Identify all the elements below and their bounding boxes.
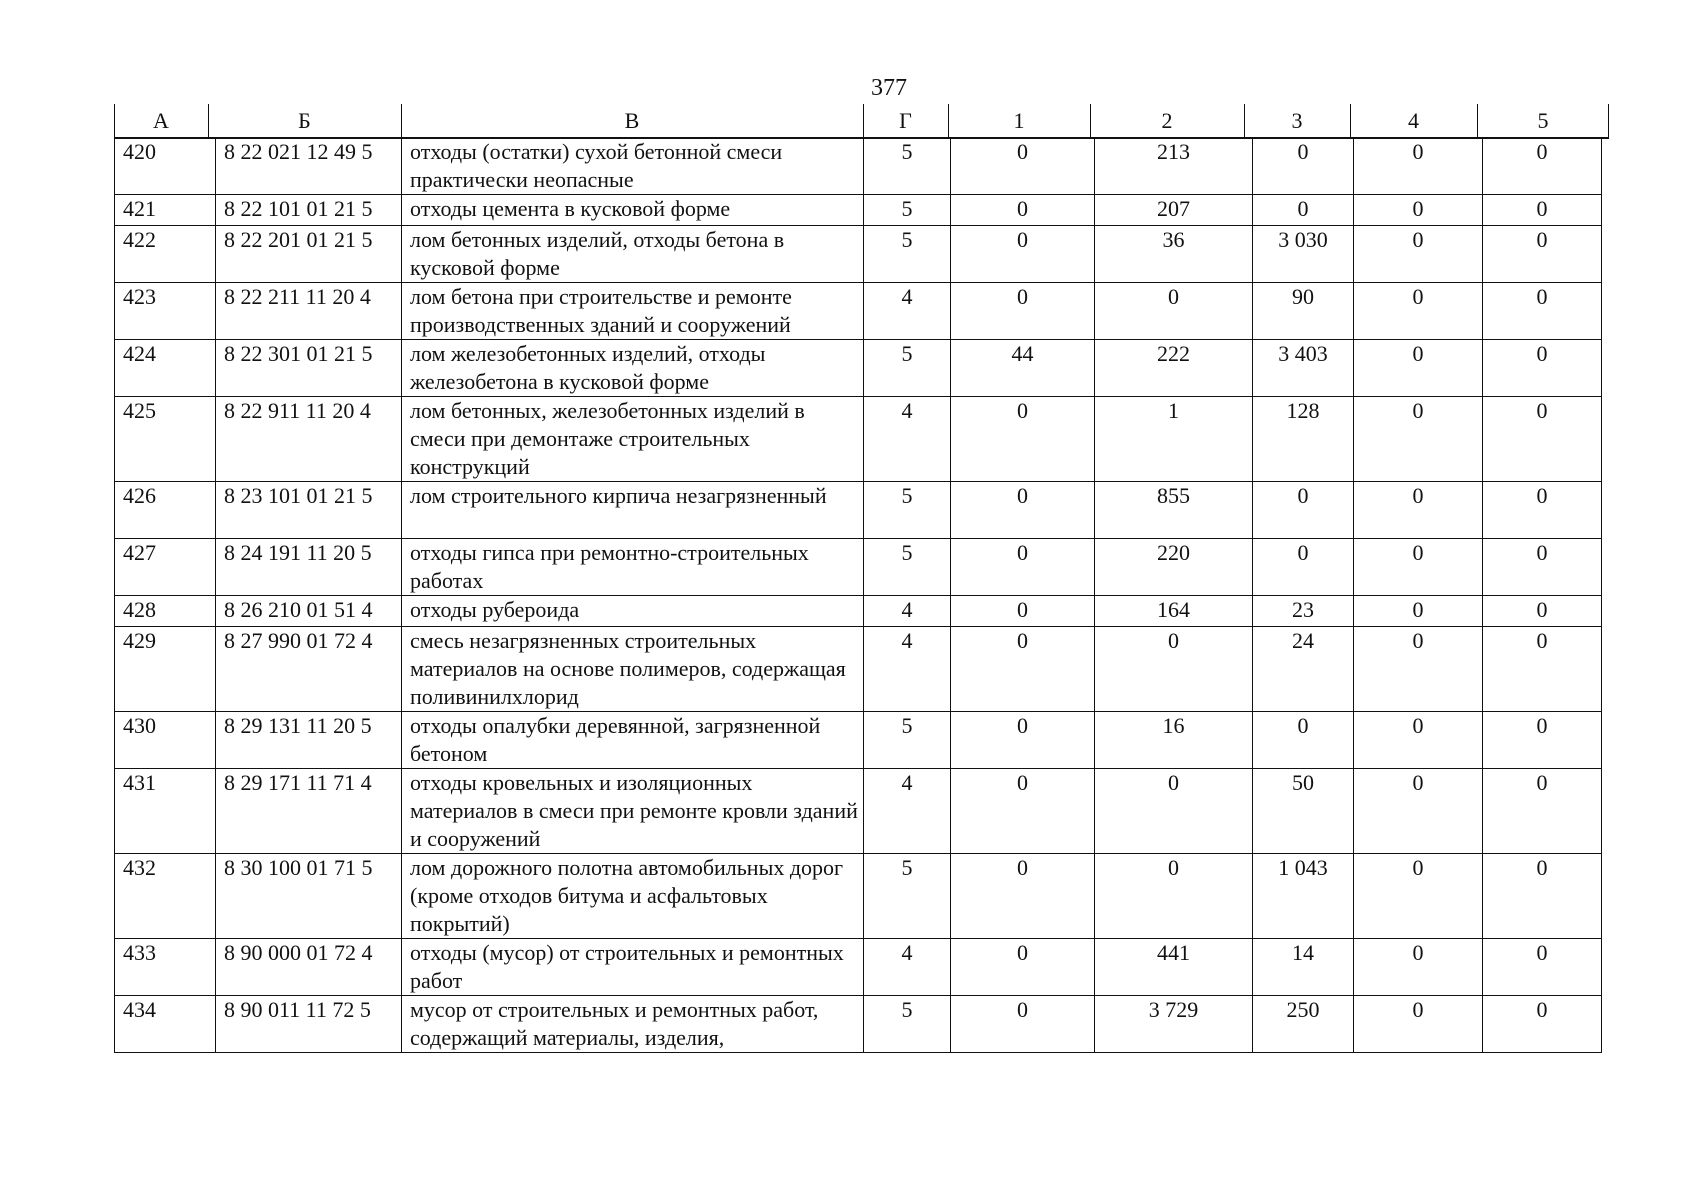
table-row [115,283,1602,340]
cell-name: отходы опалубки деревянной, загрязненной бетоном [402,712,864,769]
cell-value-4: 0 [1354,996,1483,1053]
cell-value-1: 0 [951,854,1095,939]
cell-value-3: 90 [1253,283,1354,340]
header-col-a: А [153,108,169,133]
cell-number: 424 [115,340,216,397]
cell-code: 8 29 131 11 20 5 [216,712,402,769]
cell-class: 5 [864,712,951,769]
cell-number: 422 [115,226,216,283]
cell-value-2: 222 [1095,340,1253,397]
cell-value-4: 0 [1354,195,1483,226]
cell-class: 5 [864,138,951,195]
header-col-b: Б [298,108,311,133]
table-row [115,854,1602,939]
cell-name: лом бетонных изделий, отходы бетона в кусковой форме [402,226,864,283]
cell-code: 8 22 101 01 21 5 [216,195,402,226]
cell-value-5: 0 [1483,712,1602,769]
cell-value-5: 0 [1483,539,1602,596]
header-col-2: 2 [1161,108,1173,133]
cell-class: 4 [864,627,951,712]
cell-code: 8 24 191 11 20 5 [216,539,402,596]
cell-value-5: 0 [1483,283,1602,340]
cell-name: отходы кровельных и изоляционных материалов в смеси при ремонте кровли зданий и сооружений [402,769,864,854]
cell-class: 5 [864,996,951,1053]
cell-class: 5 [864,854,951,939]
cell-value-2: 16 [1095,712,1253,769]
cell-number: 433 [115,939,216,996]
cell-name: отходы (мусор) от строительных и ремонтных работ [402,939,864,996]
cell-value-4: 0 [1354,397,1483,482]
table-row [115,939,1602,996]
cell-value-3: 0 [1253,539,1354,596]
cell-name: отходы рубероида [402,596,864,627]
cell-value-2: 441 [1095,939,1253,996]
cell-value-3: 50 [1253,769,1354,854]
table-row [115,596,1602,627]
cell-value-4: 0 [1354,939,1483,996]
cell-value-5: 0 [1483,482,1602,539]
cell-name: смесь незагрязненных строительных материалов на основе полимеров, содержащая поливинилхлорид [402,627,864,712]
cell-value-3: 3 403 [1253,340,1354,397]
cell-class: 4 [864,397,951,482]
header-col-1: 1 [1013,108,1025,133]
cell-value-1: 0 [951,195,1095,226]
cell-value-1: 44 [951,340,1095,397]
table-row [115,769,1602,854]
cell-number: 420 [115,138,216,195]
cell-number: 428 [115,596,216,627]
table-row [115,712,1602,769]
cell-number: 434 [115,996,216,1053]
cell-name: лом бетонных, железобетонных изделий в смеси при демонтаже строительных конструкций [402,397,864,482]
cell-number: 425 [115,397,216,482]
header-col-4: 4 [1408,108,1419,133]
table-row [115,996,1602,1053]
cell-name: отходы (остатки) сухой бетонной смеси практически неопасные [402,138,864,195]
cell-name: мусор от строительных и ремонтных работ, содержащий материалы, изделия, [402,996,864,1053]
cell-class: 5 [864,539,951,596]
cell-code: 8 26 210 01 51 4 [216,596,402,627]
cell-number: 427 [115,539,216,596]
cell-value-5: 0 [1483,596,1602,627]
cell-value-3: 0 [1253,482,1354,539]
cell-name: лом железобетонных изделий, отходы железобетона в кусковой форме [402,340,864,397]
cell-code: 8 22 201 01 21 5 [216,226,402,283]
cell-value-2: 36 [1095,226,1253,283]
cell-code: 8 29 171 11 71 4 [216,769,402,854]
cell-code: 8 22 211 11 20 4 [216,283,402,340]
cell-class: 5 [864,340,951,397]
cell-value-4: 0 [1354,340,1483,397]
cell-value-2: 0 [1095,283,1253,340]
cell-value-5: 0 [1483,854,1602,939]
cell-value-4: 0 [1354,539,1483,596]
cell-name: лом бетона при строительстве и ремонте производственных зданий и сооружений [402,283,864,340]
cell-value-1: 0 [951,627,1095,712]
cell-value-3: 0 [1253,712,1354,769]
cell-value-3: 0 [1253,138,1354,195]
table-row [115,226,1602,283]
cell-class: 5 [864,482,951,539]
cell-name: лом дорожного полотна автомобильных дорог (кроме отходов битума и асфальтовых покрытий) [402,854,864,939]
cell-class: 4 [864,596,951,627]
cell-class: 5 [864,226,951,283]
cell-value-3: 0 [1253,195,1354,226]
cell-value-1: 0 [951,996,1095,1053]
cell-code: 8 27 990 01 72 4 [216,627,402,712]
cell-code: 8 23 101 01 21 5 [216,482,402,539]
cell-value-5: 0 [1483,138,1602,195]
cell-value-1: 0 [951,769,1095,854]
cell-value-3: 3 030 [1253,226,1354,283]
cell-value-4: 0 [1354,712,1483,769]
cell-code: 8 22 301 01 21 5 [216,340,402,397]
cell-value-5: 0 [1483,226,1602,283]
cell-value-1: 0 [951,712,1095,769]
cell-value-1: 0 [951,939,1095,996]
page-number: 377 [871,75,907,101]
table-row [115,195,1602,226]
cell-value-1: 0 [951,397,1095,482]
cell-class: 4 [864,769,951,854]
cell-number: 426 [115,482,216,539]
cell-value-5: 0 [1483,627,1602,712]
cell-value-1: 0 [951,226,1095,283]
cell-value-4: 0 [1354,596,1483,627]
cell-value-4: 0 [1354,138,1483,195]
header-col-v: В [624,108,640,133]
cell-number: 429 [115,627,216,712]
table-row [115,397,1602,482]
cell-name: лом строительного кирпича незагрязненный [402,482,864,539]
cell-number: 421 [115,195,216,226]
header-separator [1608,104,1609,137]
cell-value-2: 1 [1095,397,1253,482]
cell-value-5: 0 [1483,769,1602,854]
cell-value-1: 0 [951,596,1095,627]
cell-name: отходы гипса при ремонтно-строительных работах [402,539,864,596]
cell-value-3: 23 [1253,596,1354,627]
cell-value-4: 0 [1354,627,1483,712]
cell-value-5: 0 [1483,195,1602,226]
cell-class: 4 [864,939,951,996]
cell-value-4: 0 [1354,283,1483,340]
cell-value-3: 24 [1253,627,1354,712]
cell-value-3: 1 043 [1253,854,1354,939]
cell-value-1: 0 [951,482,1095,539]
table-row [115,539,1602,596]
waste-table [114,137,1602,1053]
cell-value-2: 213 [1095,138,1253,195]
cell-value-1: 0 [951,138,1095,195]
cell-value-2: 855 [1095,482,1253,539]
cell-value-2: 0 [1095,854,1253,939]
cell-value-5: 0 [1483,340,1602,397]
cell-value-3: 250 [1253,996,1354,1053]
table-row [115,627,1602,712]
cell-code: 8 90 000 01 72 4 [216,939,402,996]
header-col-g: Г [899,108,912,133]
cell-value-2: 220 [1095,539,1253,596]
cell-value-4: 0 [1354,482,1483,539]
table-row [115,138,1602,195]
cell-code: 8 30 100 01 71 5 [216,854,402,939]
cell-value-2: 0 [1095,627,1253,712]
cell-number: 432 [115,854,216,939]
cell-code: 8 90 011 11 72 5 [216,996,402,1053]
cell-value-5: 0 [1483,397,1602,482]
cell-value-4: 0 [1354,769,1483,854]
cell-value-4: 0 [1354,226,1483,283]
cell-class: 4 [864,283,951,340]
cell-value-5: 0 [1483,939,1602,996]
cell-value-5: 0 [1483,996,1602,1053]
cell-number: 431 [115,769,216,854]
cell-value-2: 3 729 [1095,996,1253,1053]
cell-code: 8 22 021 12 49 5 [216,138,402,195]
cell-value-3: 14 [1253,939,1354,996]
cell-value-2: 164 [1095,596,1253,627]
cell-value-1: 0 [951,283,1095,340]
cell-value-4: 0 [1354,854,1483,939]
cell-value-2: 207 [1095,195,1253,226]
header-col-5: 5 [1537,108,1549,133]
header-col-3: 3 [1291,108,1303,133]
cell-value-1: 0 [951,539,1095,596]
cell-name: отходы цемента в кусковой форме [402,195,864,226]
table-row [115,340,1602,397]
table-header-row [114,104,1609,139]
cell-number: 430 [115,712,216,769]
cell-value-2: 0 [1095,769,1253,854]
cell-value-3: 128 [1253,397,1354,482]
cell-number: 423 [115,283,216,340]
table-row [115,482,1602,539]
cell-class: 5 [864,195,951,226]
cell-code: 8 22 911 11 20 4 [216,397,402,482]
